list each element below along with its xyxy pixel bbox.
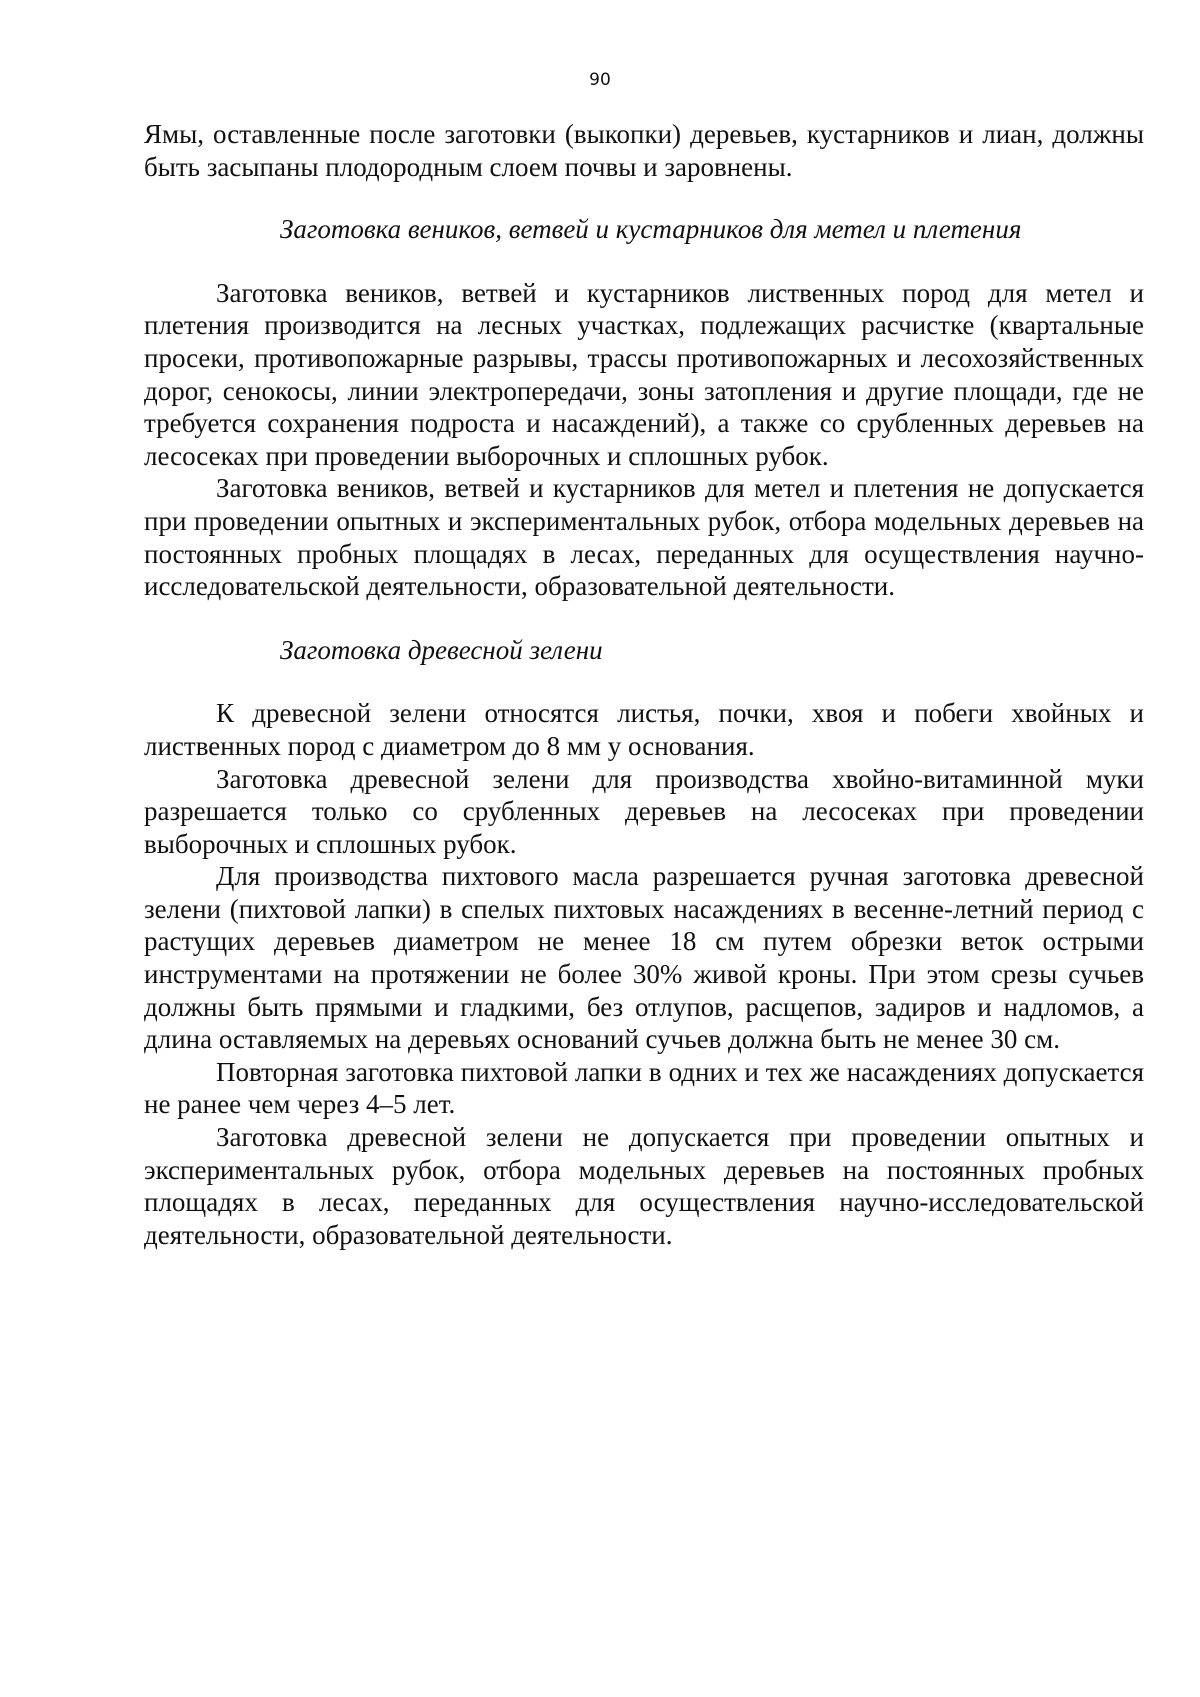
intro-paragraph: Ямы, оставленные после заготовки (выкопки) деревьев, кустарников и лиан, должны быть засыпаны плодородным слоем почвы и заровнены.	[144, 119, 1144, 182]
paragraph: К древесной зелени относятся листья, почки, хвоя и побеги хвойных и лиственных пород с диаметром до 8 мм у основания.	[144, 698, 1144, 761]
paragraph: Повторная заготовка пихтовой лапки в одних и тех же насаждениях допускается не ранее чем через 4–5 лет.	[144, 1056, 1144, 1120]
page-number: 90	[589, 70, 611, 90]
paragraph: Для производства пихтового масла разрешается ручная заготовка древесной зелени (пихтовой лапки) в спелых пихтовых насаждениях в весенне-летний период с растущих деревьев диаметром не менее 18 см путем обрезки веток острыми инструментами на протяжении не более 30% живой кроны. При этом срезы сучьев должны быть прямыми и гладкими, без отлупов, расщепов, задиров и надломов, а длина оставляемых на деревьях оснований сучьев должна быть не менее 30 см.	[144, 861, 1144, 1055]
document-body	[144, 118, 1144, 1251]
section-heading-brooms: Заготовка веников, ветвей и кустарников для метел и плетения	[280, 214, 1022, 245]
section-heading-greenery: Заготовка древесной зелени	[280, 634, 603, 665]
paragraph: Заготовка веников, ветвей и кустарников для метел и плетения не допускается при проведении опытных и экспериментальных рубок, отбора модельных деревьев на постоянных пробных площадях в лесах, переданных для осуществления научно-исследовательской деятельности, образовательной деятельности.	[144, 473, 1144, 602]
paragraph: Заготовка древесной зелени для производства хвойно-витаминной муки разрешается только со срубленных деревьев на лесосеках при проведении выборочных и сплошных рубок.	[144, 763, 1144, 859]
paragraph: Заготовка древесной зелени не допускается при проведении опытных и экспериментальных рубок, отбора модельных деревьев на постоянных пробных площадях в лесах, переданных для осуществления научно-исследовательской деятельности, образовательной деятельности.	[144, 1122, 1144, 1250]
paragraph: Заготовка веников, ветвей и кустарников лиственных пород для метел и плетения производится на лесных участках, подлежащих расчистке (квартальные просеки, противопожарные разрывы, трассы противопожарных и лесохозяйственных дорог, сенокосы, линии электропередачи, зоны затопления и другие площади, где не требуется сохранения подроста и насаждений), а также со срубленных деревьев на лесосеках при проведении выборочных и сплошных рубок.	[144, 277, 1144, 471]
